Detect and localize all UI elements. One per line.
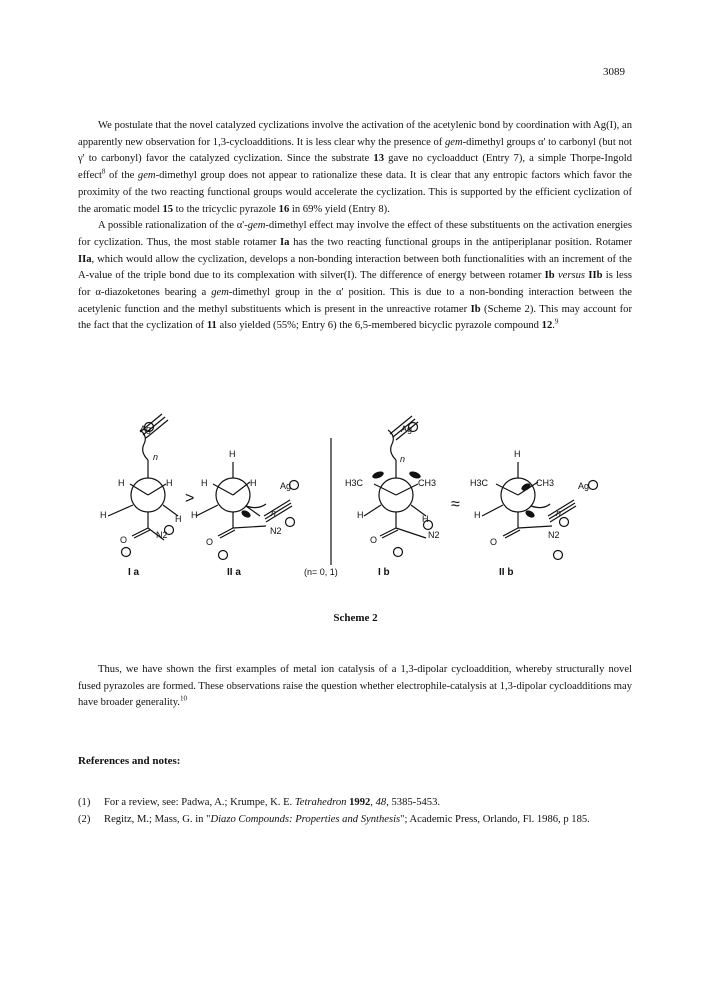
reference-item <box>78 794 632 811</box>
h-label: H <box>118 478 125 488</box>
h-label: H <box>250 478 257 488</box>
n-label: n <box>271 508 277 518</box>
n2-label: N2 <box>428 530 440 540</box>
h-label: H <box>191 510 198 520</box>
newman-projections-drawing <box>78 410 638 590</box>
label-iib: II b <box>499 567 514 578</box>
o-label: O <box>120 535 128 545</box>
h3c-label: H3C <box>470 478 489 488</box>
h-label: H <box>175 514 182 524</box>
n-label: n <box>153 452 159 462</box>
scheme-2-figure <box>78 410 638 590</box>
references-list <box>78 794 632 828</box>
h-label: H <box>474 510 481 520</box>
reference-item <box>78 811 632 828</box>
n2-label: N2 <box>548 530 560 540</box>
h-label: H <box>422 514 429 524</box>
reference-number: (1) <box>78 797 91 808</box>
paragraph-1: We postulate that the novel catalyzed cyclizations involve the activation of the acetylenic bond by coordination with Ag(I), an apparently new observation for 1,3-cycloadditions. It is less clear why the presence of gem-dimethyl groups α' to carbonyl (but not γ' to carbonyl) favor the catalyzed cyclization. Since the substrate 13 gave no cycloadduct (Entry 7), a simple Thorpe-Ingold effect$^8$ of the gem-dimethyl group does not appear to rationalize these data. It is clear that any entropic factors which favor the proximity of the two reacting functional groups would accelerate the cyclization. This is supported by the efficient cyclization of the aromatic model 15 to the tricyclic pyrazole 16 in 69% yield (Entry 8). <box>78 120 632 215</box>
o-label: O <box>370 535 378 545</box>
body-text <box>78 118 632 335</box>
n2-label: N2 <box>270 526 282 536</box>
ag-label: Ag <box>140 424 152 434</box>
o-label: O <box>206 537 214 547</box>
n-label: n <box>400 454 406 464</box>
h-label: H <box>357 510 364 520</box>
h-label: H <box>166 478 173 488</box>
approx-symbol: ≈ <box>451 496 460 513</box>
ch3-label: CH3 <box>536 478 555 488</box>
o-label: O <box>490 537 498 547</box>
references-heading: References and notes: <box>78 755 181 767</box>
scheme-caption: Scheme 2 <box>333 612 378 624</box>
closing-text <box>78 662 632 712</box>
reference-text: Regitz, M.; Mass, G. in "Diazo Compounds: Properties and Synthesis"; Academic Press, Orlando, Fl. 1986, p 185. <box>104 814 590 825</box>
label-iia: II a <box>227 567 241 578</box>
n-note: (n= 0, 1) <box>304 567 338 577</box>
page-number: 3089 <box>603 66 625 78</box>
reference-text: For a review, see: Padwa, A.; Krumpe, K. E. Tetrahedron 1992, 48, 5385-5453. <box>104 797 441 808</box>
ag-label: Ag <box>280 481 292 491</box>
label-ia: I a <box>128 567 140 578</box>
closing-paragraph: Thus, we have shown the first examples of metal ion catalysis of a 1,3-dipolar cycloaddition, whereby structurally novel fused pyrazoles are formed. These observations raise the question whether electrophile-catalysis at 1,3-dipolar cycloadditions may have broader generality.$^{10}$ <box>78 664 632 709</box>
ch3-label: CH3 <box>418 478 437 488</box>
h-label: H <box>229 449 236 459</box>
h3c-label: H3C <box>345 478 364 488</box>
reference-number: (2) <box>78 814 91 825</box>
n-label: n <box>556 508 562 518</box>
paragraph-2: A possible rationalization of the α'-gem-dimethyl effect may involve the effect of these substituents on the activation energies for cyclization. Thus, the most stable rotamer Ia has the two reacting functional groups in the antiperiplanar position. Rotamer IIa, which would allow the cyclization, develops a non-bonding interaction between both functionalities with an increment of the A-value of the triple bond due to its complexation with silver(I). The difference of energy between rotamer Ib versus IIb is less for α-diazoketones bearing a gem-dimethyl group in the α' position. This is due to a non-bonding interaction between the acetylenic function and the methyl substituents which is present in the unreactive rotamer Ib (Scheme 2). This may account for the fact that the cyclization of 11 also yielded (55%; Entry 6) the 6,5-membered bicyclic pyrazole compound 12.$^9$ <box>78 220 633 332</box>
ag-label: Ag <box>578 481 590 491</box>
n2-label: N2 <box>156 530 168 540</box>
h-label: H <box>100 510 107 520</box>
label-ib: I b <box>378 567 390 578</box>
h-label: H <box>514 449 521 459</box>
ag-label: Ag <box>401 424 413 434</box>
h-label: H <box>201 478 208 488</box>
greater-than-symbol: > <box>185 490 195 507</box>
